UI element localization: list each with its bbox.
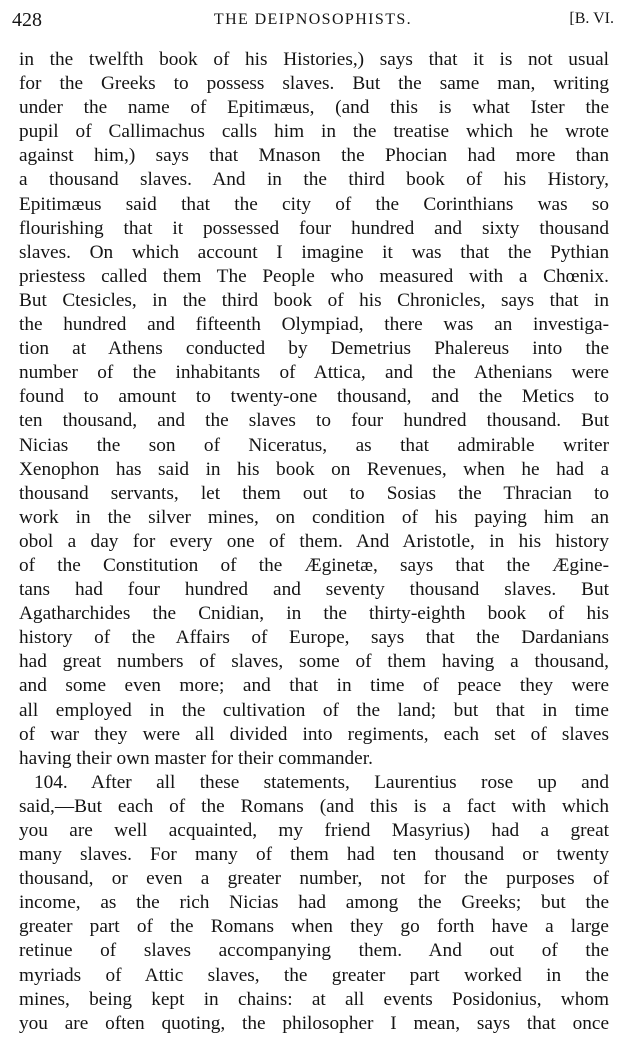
text-line: pupil of Callimachus calls him in the treatise which he wrote xyxy=(19,121,609,143)
text-line: the hundred and fifteenth Olympiad, there was an investiga- xyxy=(19,314,609,336)
text-line: for the Greeks to possess slaves. But the same man, writing xyxy=(19,73,609,95)
paragraph-end-line: having their own master for their commander. xyxy=(19,747,373,769)
text-line: under the name of Epitimæus, (and this is what Ister the xyxy=(19,97,609,119)
text-line: Agatharchides the Cnidian, in the thirty-eighth book of his xyxy=(19,603,609,625)
text-line: of war they were all divided into regiments, each set of slaves xyxy=(19,723,609,745)
text-line: But Ctesicles, in the third book of his Chronicles, says that in xyxy=(19,289,609,311)
text-line: Nicias the son of Niceratus, as that admirable writer xyxy=(19,434,609,456)
running-title: THE DEIPNOSOPHISTS. xyxy=(213,11,413,28)
text-line: work in the silver mines, on condition of his paying him an xyxy=(19,506,609,528)
text-line: history of the Affairs of Europe, says that the Dardanians xyxy=(19,627,609,649)
text-line: obol a day for every one of them. And Aristotle, in his history xyxy=(19,530,609,552)
text-line: many slaves. For many of them had ten thousand or twenty xyxy=(19,844,609,866)
text-line: said,—But each of the Romans (and this is a fact with which xyxy=(19,795,609,817)
text-line: thousand, or even a greater number, not for the purposes of xyxy=(19,868,609,890)
text-line: tion at Athens conducted by Demetrius Phalereus into the xyxy=(19,338,609,360)
text-line: had great numbers of slaves, some of them having a thousand, xyxy=(19,651,609,673)
text-line: income, as the rich Nicias had among the Greeks; but the xyxy=(19,892,609,914)
body-text xyxy=(19,48,609,1036)
text-line: retinue of slaves accompanying them. And out of the xyxy=(19,940,609,962)
text-line: tans had four hundred and seventy thousand slaves. But xyxy=(19,579,609,601)
text-line: you are often quoting, the philosopher I mean, says that once xyxy=(19,1012,609,1034)
page-number: 428 xyxy=(12,9,42,31)
text-line: number of the inhabitants of Attica, and the Athenians were xyxy=(19,362,609,384)
text-line: against him,) says that Mnason the Phocian had more than xyxy=(19,145,609,167)
text-line: thousand servants, let them out to Sosias the Thracian to xyxy=(19,482,609,504)
text-line: slaves. On which account I imagine it was that the Pythian xyxy=(19,241,609,263)
text-line: of the Constitution of the Æginetæ, says that the Ægine- xyxy=(19,554,609,576)
section-start-line: 104. After all these statements, Laurentius rose up and xyxy=(34,771,609,793)
text-line: found to amount to twenty-one thousand, and the Metics to xyxy=(19,386,609,408)
text-line: myriads of Attic slaves, the greater part worked in the xyxy=(19,964,609,986)
text-line: Epitimæus said that the city of the Corinthians was so xyxy=(19,193,609,215)
text-line: ten thousand, and the slaves to four hundred thousand. But xyxy=(19,410,609,432)
text-line: priestess called them The People who measured with a Chœnix. xyxy=(19,265,609,287)
text-line: greater part of the Romans when they go forth have a large xyxy=(19,916,609,938)
text-line: in the twelfth book of his Histories,) says that it is not usual xyxy=(19,49,609,70)
text-line: all employed in the cultivation of the land; but that in time xyxy=(19,699,609,721)
text-line: and some even more; and that in time of peace they were xyxy=(19,675,609,697)
text-line: flourishing that it possessed four hundred and sixty thousand xyxy=(19,217,609,239)
text-line: a thousand slaves. And in the third book of his History, xyxy=(19,169,609,191)
text-line: mines, being kept in chains: at all events Posidonius, whom xyxy=(19,988,609,1010)
page-header xyxy=(12,5,614,35)
book-reference: [B. VI. xyxy=(569,10,614,27)
text-line: you are well acquainted, my friend Masyrius) had a great xyxy=(19,820,609,841)
text-line: Xenophon has said in his book on Revenues, when he had a xyxy=(19,458,609,480)
